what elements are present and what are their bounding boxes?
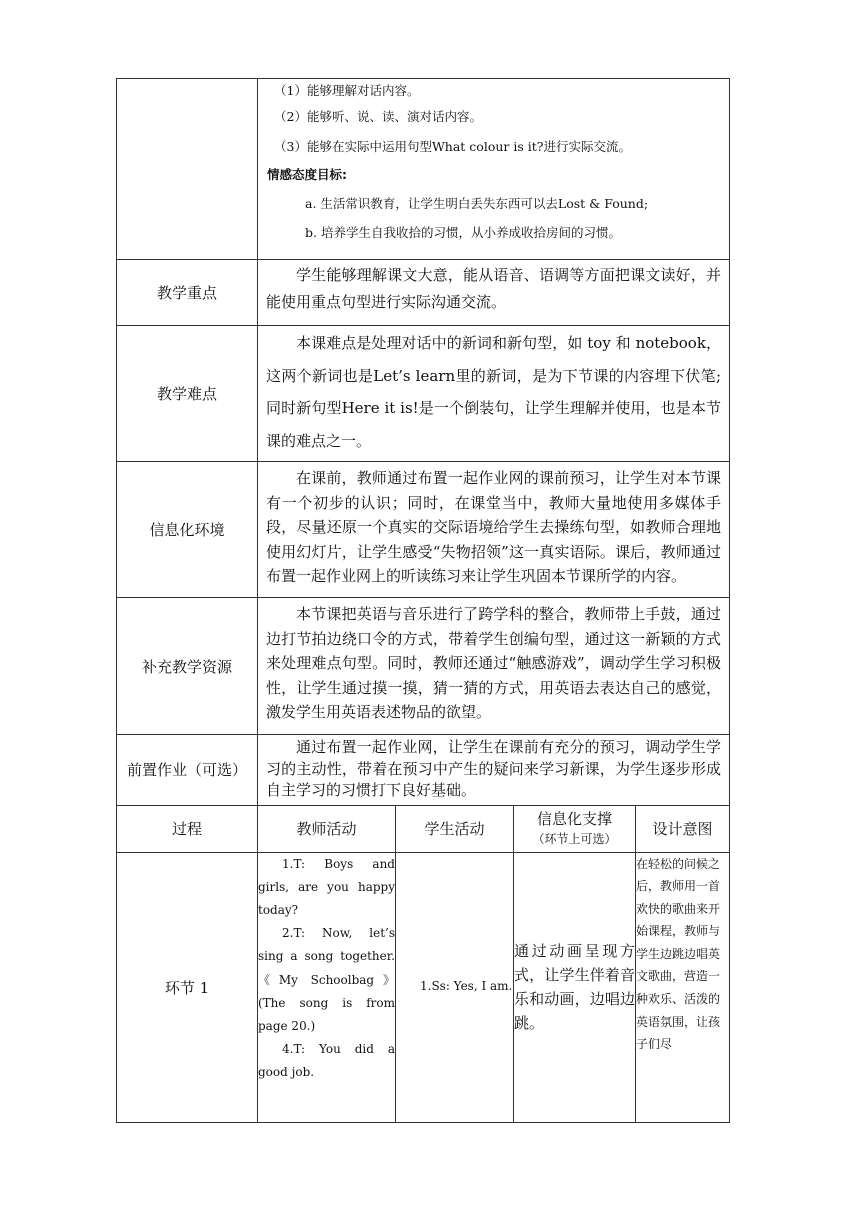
process-header-row	[117, 805, 730, 852]
lesson-plan-table	[116, 78, 730, 1123]
student-line-1: 1.Ss: Yes, I am.	[420, 979, 513, 994]
step1-teacher	[258, 852, 396, 1122]
goals-label-cell	[117, 79, 258, 260]
header-intent: 设计意图	[636, 805, 730, 852]
resources-text: 本节课把英语与音乐进行了跨学科的整合，教师带上手鼓，通过边打节拍边绕口令的方式，带着学生创编句型，通过这一新颖的方式来处理难点句型。同时，教师还通过“触感游戏”，调动学生学习积极性，让学生通过摸一摸，猜一猜的方式，用英语去表达自己的感觉，激发学生用英语表述物品的欲望。	[266, 605, 722, 721]
step1-label: 环节 1	[117, 852, 258, 1122]
teacher-line-2: 2.T: Now, let’s sing a song together. 《My Schoolbag》(The song is from page 20.)	[258, 926, 395, 1033]
goal-item-3: （3）能够在实际中运用句型What colour is it?进行实际交流。	[274, 139, 631, 154]
header-support	[514, 805, 636, 852]
header-support-sub: （环节上可选）	[532, 831, 617, 846]
header-process: 过程	[117, 805, 258, 852]
prework-text: 通过布置一起作业网，让学生在课前有充分的预习，调动学生学习的主动性，带着在预习中产生的疑问来学习新课，为学生逐步形成自主学习的习惯打下良好基础。	[266, 738, 722, 799]
row-label: 补充教学资源	[117, 598, 258, 735]
teacher-line-3: 4.T: You did a good job.	[258, 1042, 395, 1080]
goals-row	[117, 79, 730, 260]
resources-row	[117, 598, 730, 735]
difficulty-text: 本课难点是处理对话中的新词和新句型，如 toy 和 notebook，这两个新词也是Let’s learn里的新词，是为下节课的内容埋下伏笔;同时新句型Here it is!是一个倒装句，让学生理解并使用，也是本节课的难点之一。	[266, 334, 722, 450]
step1-student	[396, 852, 514, 1122]
header-support-title: 信息化支撑	[536, 809, 612, 828]
row-label: 信息化环境	[117, 462, 258, 598]
row-label: 教学难点	[117, 326, 258, 462]
row-label: 前置作业（可选）	[117, 735, 258, 806]
key-points-row	[117, 260, 730, 326]
info-env-row	[117, 462, 730, 598]
step1-row	[117, 852, 730, 1122]
affect-title: 情感态度目标:	[267, 167, 347, 182]
difficulty-row	[117, 326, 730, 462]
teacher-line-1: 1.T: Boys and girls, are you happy today?	[258, 856, 395, 917]
header-student: 学生活动	[396, 805, 514, 852]
header-teacher: 教师活动	[258, 805, 396, 852]
prework-row	[117, 735, 730, 806]
affect-item-b: b. 培养学生自我收拾的习惯，从小养成收拾房间的习惯。	[305, 225, 621, 240]
goal-item-1: （1）能够理解对话内容。	[274, 83, 420, 98]
step1-support: 通过动画呈现方式，让学生伴着音乐和动画，边唱边跳。	[514, 852, 636, 1122]
row-label: 教学重点	[117, 260, 258, 326]
goals-content-cell	[258, 79, 730, 260]
step1-intent: 在轻松的问候之后，教师用一首欢快的歌曲来开始课程，教师与学生边跳边唱英文歌曲，营造一种欢乐、活泼的英语氛围，让孩子们尽	[636, 852, 730, 1122]
info-env-text: 在课前，教师通过布置一起作业网的课前预习，让学生对本节课有一个初步的认识；同时，在课堂当中，教师大量地使用多媒体手段，尽量还原一个真实的交际语境给学生去操练句型，如教师合理地使用幻灯片，让学生感受“失物招领”这一真实语际。课后，教师通过布置一起作业网上的听读练习来让学生巩固本节课所学的内容。	[266, 469, 722, 585]
goal-item-2: （2）能够听、说、读、演对话内容。	[274, 109, 482, 124]
key-points-text: 学生能够理解课文大意，能从语音、语调等方面把课文读好，并能使用重点句型进行实际沟通交流。	[266, 266, 722, 311]
affect-item-a: a. 生活常识教育，让学生明白丢失东西可以去Lost & Found;	[305, 196, 649, 211]
